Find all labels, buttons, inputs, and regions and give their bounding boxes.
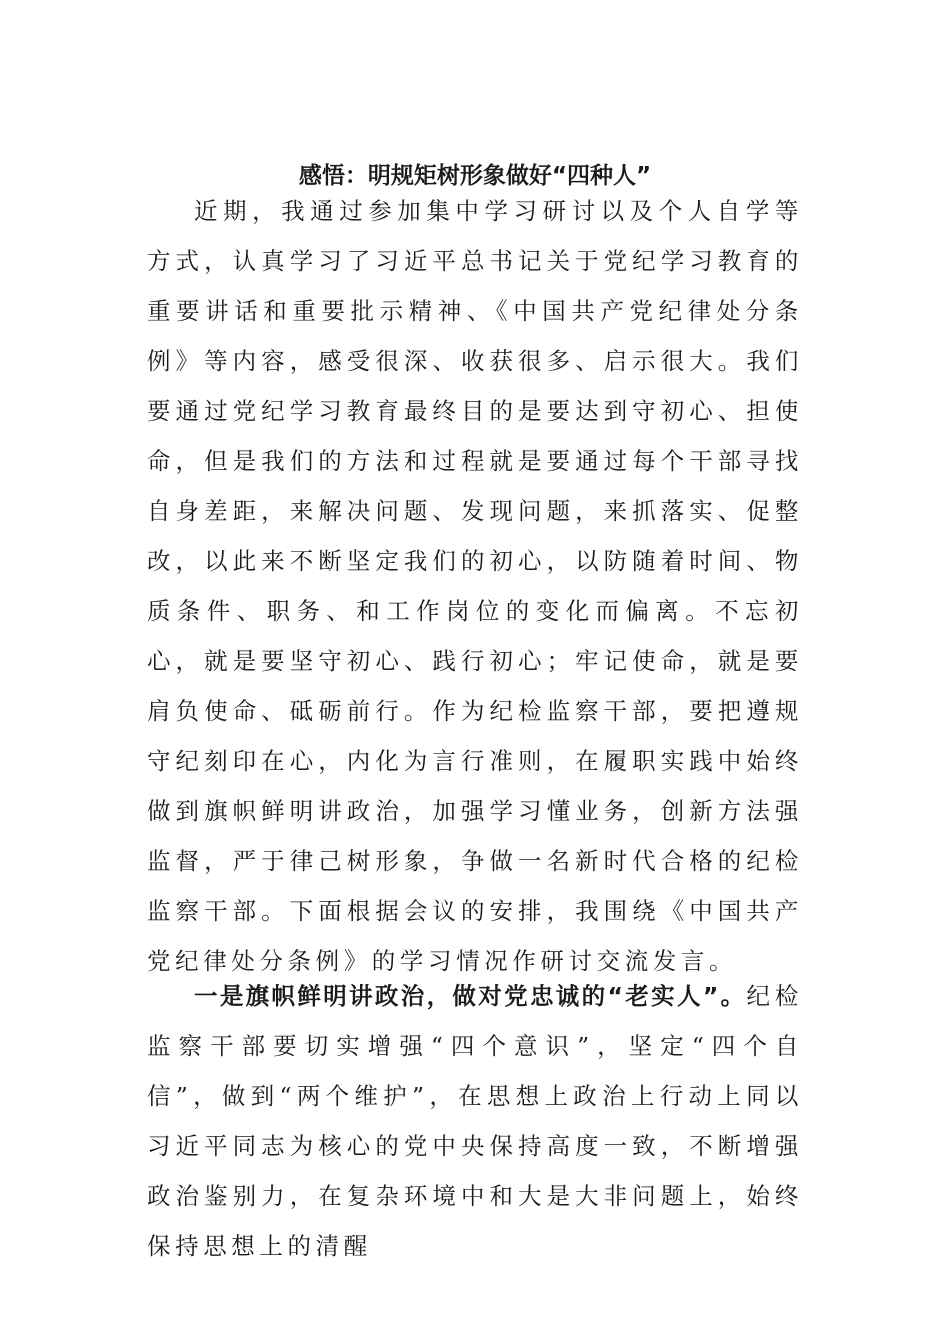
- paragraph-text: 纪检监察干部要切实增强“四个意识”，坚定“四个自信”，做到“两个维护”，在思想上政治上行动上同以习近平同志为核心的党中央保持高度一致，不断增强政治鉴别力，在复杂环境中和大是大非问题上，始终保持思想上的清醒: [147, 982, 803, 1260]
- paragraph-text: 近期，我通过参加集中学习研讨以及个人自学等方式，认真学习了习近平总书记关于党纪学习教育的重要讲话和重要批示精神、《中国共产党纪律处分条例》等内容，感受很深、收获很多、启示很大。我们要通过党纪学习教育最终目的是要达到守初心、担使命，但是我们的方法和过程就是要通过每个干部寻找自身差距，来解决问题、发现问题，来抓落实、促整改，以此来不断坚定我们的初心，以防随着时间、物质条件、职务、和工作岗位的变化而偏离。不忘初心，就是要坚守初心、践行初心；牢记使命，就是要肩负使命、砥砺前行。作为纪检监察干部，要把遵规守纪刻印在心，内化为言行准则，在履职实践中始终做到旗帜鲜明讲政治，加强学习懂业务，创新方法强监督，严于律己树形象，争做一名新时代合格的纪检监察干部。下面根据会议的安排，我围绕《中国共产党纪律处分条例》的学习情况作研讨交流发言。: [147, 197, 803, 975]
- paragraph-lead: 一是旗帜鲜明讲政治，做对党忠诚的“老实人”。: [194, 982, 747, 1010]
- body-paragraph-intro: [147, 186, 803, 986]
- document-title: 感悟：明规矩树形象做好“四种人”: [298, 163, 652, 189]
- body-paragraph-point-one: [147, 971, 803, 1271]
